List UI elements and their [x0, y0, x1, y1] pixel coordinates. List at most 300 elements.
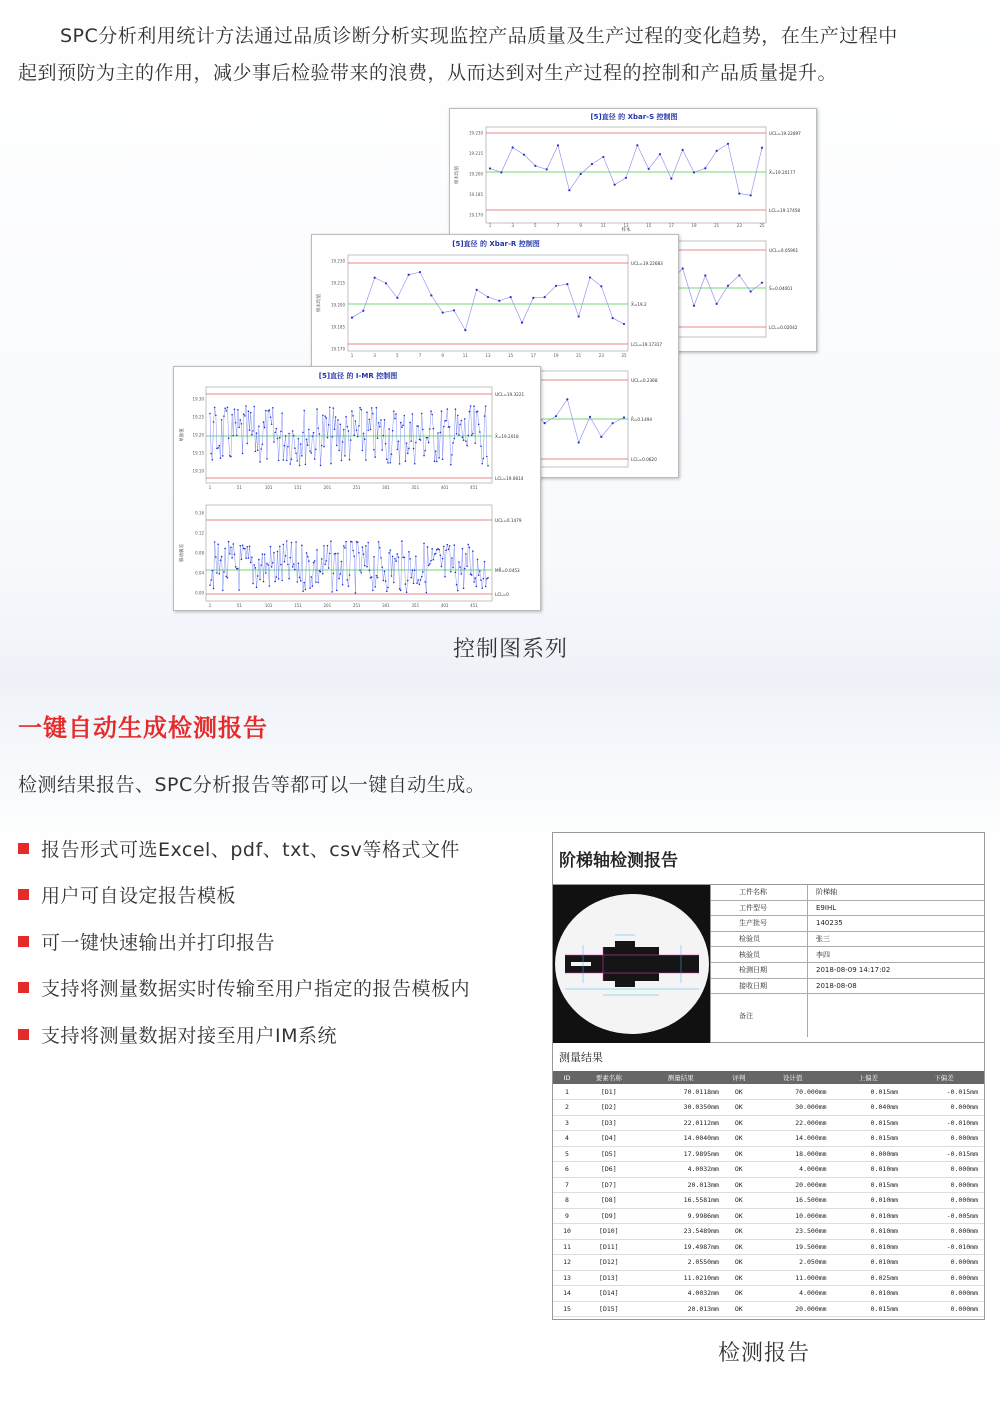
info-row: 工件名称 阶梯轴	[711, 885, 984, 901]
data-point	[469, 411, 471, 413]
data-point	[344, 455, 346, 457]
data-point	[376, 575, 378, 577]
x-tick-label: 25	[759, 223, 765, 228]
data-point	[438, 457, 440, 459]
data-point	[252, 430, 254, 432]
data-point	[269, 409, 271, 411]
data-point	[328, 424, 330, 426]
data-point	[336, 445, 338, 447]
data-point	[612, 422, 614, 424]
x-tick-label: 301	[382, 485, 390, 490]
data-point	[484, 561, 486, 563]
data-point	[391, 575, 393, 577]
data-point	[352, 550, 354, 552]
data-point	[600, 285, 602, 287]
data-point	[385, 580, 387, 582]
data-point	[352, 415, 354, 417]
data-point	[498, 300, 500, 302]
data-point	[329, 406, 331, 408]
data-point	[416, 582, 418, 584]
xbar-s-lcl: LCL=19.17458	[769, 208, 801, 213]
data-point	[366, 566, 368, 568]
data-point	[344, 547, 346, 549]
data-point	[473, 405, 475, 407]
data-point	[209, 584, 211, 586]
x-tick-label: 13	[623, 223, 629, 228]
data-point	[381, 566, 383, 568]
data-point	[210, 453, 212, 455]
data-point	[648, 168, 650, 170]
x-tick-label: 9	[579, 223, 582, 228]
x-tick-label: 3	[373, 353, 376, 358]
data-point	[463, 588, 465, 590]
data-point	[294, 569, 296, 571]
data-point	[270, 546, 272, 548]
info-row: 核验员 李四	[711, 947, 984, 963]
data-point	[365, 545, 367, 547]
data-point	[358, 425, 360, 427]
data-point	[406, 442, 408, 444]
x-tick-label: 15	[508, 353, 514, 358]
data-point	[373, 449, 375, 451]
data-point	[225, 576, 227, 578]
data-point	[259, 461, 261, 463]
shaft-image	[553, 885, 711, 1043]
data-point	[300, 443, 302, 445]
data-point	[248, 410, 250, 412]
data-point	[351, 316, 353, 318]
data-point	[284, 561, 286, 563]
data-point	[337, 553, 339, 555]
data-point	[421, 413, 423, 415]
xbar-s-cl: X̄=19.20177	[769, 170, 796, 175]
data-point	[277, 438, 279, 440]
data-point	[444, 576, 446, 578]
table-row: 9 [D9] 9.9986mm OK 10.000mm 0.010mm -0.005mm	[553, 1208, 984, 1224]
table-row: 11 [D11] 19.4987mm OK 19.500mm 0.010mm -0.010mm	[553, 1239, 984, 1255]
data-point	[265, 572, 267, 574]
data-point	[429, 563, 431, 565]
data-point	[409, 422, 411, 424]
data-point	[339, 424, 341, 426]
data-point	[424, 450, 426, 452]
data-point	[323, 446, 325, 448]
data-point	[343, 429, 345, 431]
measurement-title: 测量结果	[559, 1051, 603, 1064]
data-point	[458, 561, 460, 563]
xbar-s-s-ucl: UCL=0.05961	[769, 248, 799, 253]
data-point	[330, 463, 332, 465]
data-point	[331, 436, 333, 438]
data-point	[256, 587, 258, 589]
feature-item: 可一键快速输出并打印报告	[18, 918, 470, 965]
y-tick-label: 19.215	[331, 280, 345, 286]
data-point	[282, 459, 284, 461]
xbar-s-s-lcl: LCL=0.02042	[769, 325, 798, 330]
data-point	[484, 415, 486, 417]
data-point	[306, 438, 308, 440]
data-point	[457, 590, 459, 592]
data-point	[457, 415, 459, 417]
data-point	[309, 587, 311, 589]
data-point	[228, 541, 230, 543]
xbar-s-s-cl: S̄=0.04001	[769, 286, 793, 291]
data-point	[302, 432, 304, 434]
data-point	[430, 294, 432, 296]
data-point	[262, 553, 264, 555]
data-point	[250, 412, 252, 414]
data-point	[485, 586, 487, 588]
data-point	[363, 553, 365, 555]
data-point	[310, 576, 312, 578]
bullet-square-icon	[18, 889, 29, 900]
data-point	[219, 573, 221, 575]
data-point	[467, 435, 469, 437]
data-point	[451, 454, 453, 456]
data-point	[555, 285, 557, 287]
data-point	[430, 410, 432, 412]
x-tick-label: 23	[736, 223, 742, 228]
data-point	[383, 580, 385, 582]
data-point	[334, 429, 336, 431]
data-point	[446, 544, 448, 546]
data-point	[419, 584, 421, 586]
data-point	[370, 429, 372, 431]
data-point	[284, 445, 286, 447]
data-point	[272, 407, 274, 409]
data-point	[234, 408, 236, 410]
data-point	[313, 432, 315, 434]
data-point	[256, 432, 258, 434]
data-point	[452, 567, 454, 569]
data-point	[287, 446, 289, 448]
data-point	[460, 573, 462, 575]
data-point	[343, 545, 345, 547]
data-point	[400, 590, 402, 592]
data-point	[395, 560, 397, 562]
x-tick-label: 451	[470, 603, 478, 608]
xbar-r-r-lcl: LCL=0.0620	[631, 457, 657, 462]
data-point	[393, 410, 395, 412]
info-row: 接收日期 2018-08-08	[711, 979, 984, 995]
data-point	[510, 296, 512, 298]
data-point	[286, 460, 288, 462]
data-point	[214, 407, 216, 409]
data-point	[704, 274, 706, 276]
data-point	[232, 543, 234, 545]
y-tick-label: 0.04	[195, 570, 204, 576]
data-point	[280, 564, 282, 566]
data-point	[450, 464, 452, 466]
data-point	[419, 271, 421, 273]
data-point	[377, 577, 379, 579]
data-point	[291, 542, 293, 544]
data-point	[248, 557, 250, 559]
data-point	[380, 557, 382, 559]
data-point	[422, 429, 424, 431]
data-point	[367, 542, 369, 544]
data-point	[738, 274, 740, 276]
data-point	[402, 424, 404, 426]
data-point	[398, 556, 400, 558]
x-tick-label: 1	[208, 485, 212, 490]
data-point	[379, 547, 381, 549]
x-tick-label: 5	[396, 353, 399, 358]
data-point	[470, 405, 472, 407]
data-point	[453, 438, 455, 440]
data-point	[296, 460, 298, 462]
y-tick-label: 0.12	[195, 530, 204, 536]
data-point	[423, 455, 425, 457]
data-point	[399, 588, 401, 590]
data-point	[348, 585, 350, 587]
table-row: 8 [D8] 16.5581mm OK 16.500mm 0.010mm 0.000mm	[553, 1193, 984, 1209]
data-point	[231, 414, 233, 416]
data-point	[351, 410, 353, 412]
y-tick-label: 0.00	[195, 590, 204, 596]
data-point	[273, 441, 275, 443]
data-point	[459, 424, 461, 426]
data-point	[414, 463, 416, 465]
x-tick-label: 401	[440, 485, 449, 490]
feature-item: 支持将测量数据实时传输至用户指定的报告模板内	[18, 965, 470, 1012]
data-point	[396, 297, 398, 299]
data-point	[423, 542, 425, 544]
x-tick-label: 101	[264, 485, 273, 490]
y-tick-label: 19.230	[331, 258, 345, 264]
data-point	[374, 456, 376, 458]
data-point	[289, 463, 291, 465]
data-point	[376, 407, 378, 409]
table-row: 5 [D5] 17.9895mm OK 18.000mm 0.000mm -0.015mm	[553, 1146, 984, 1162]
x-tick-label: 401	[440, 603, 449, 608]
data-point	[682, 267, 684, 269]
x-tick-label: 251	[352, 485, 361, 490]
table-row: 7 [D7] 20.013mm OK 20.000mm 0.015mm 0.000mm	[553, 1177, 984, 1193]
data-point	[544, 422, 546, 424]
data-point	[433, 428, 435, 430]
data-point	[353, 556, 355, 558]
data-point	[282, 544, 284, 546]
data-point	[407, 580, 409, 582]
data-point	[407, 453, 409, 455]
data-point	[209, 413, 211, 415]
table-row: 10 [D10] 23.5489mm OK 23.500mm 0.010mm 0.000mm	[553, 1224, 984, 1240]
data-point	[395, 413, 397, 415]
xbar-r-cl: X̄=19.2	[631, 302, 647, 307]
data-point	[479, 431, 481, 433]
data-point	[435, 450, 437, 452]
data-point	[292, 430, 294, 432]
imr-mr-cl: MR̄=0.0453	[495, 568, 520, 573]
data-point	[727, 285, 729, 287]
xbar-s-xlabel: 样本	[621, 228, 631, 233]
data-point	[260, 448, 262, 450]
data-point	[487, 465, 489, 467]
data-point	[364, 438, 366, 440]
data-point	[245, 557, 247, 559]
data-point	[442, 458, 444, 460]
data-point	[400, 422, 402, 424]
data-point	[580, 173, 582, 175]
data-point	[236, 434, 238, 436]
y-tick-label: 19.20	[192, 432, 204, 438]
data-point	[258, 559, 260, 561]
data-point	[431, 548, 433, 550]
data-point	[478, 574, 480, 576]
data-point	[250, 562, 252, 564]
data-point	[614, 184, 616, 186]
data-point	[750, 194, 752, 196]
data-point	[405, 583, 407, 585]
data-point	[363, 433, 365, 435]
data-point	[221, 419, 223, 421]
data-point	[408, 274, 410, 276]
data-point	[298, 562, 300, 564]
data-point	[412, 413, 414, 415]
data-point	[280, 430, 282, 432]
data-point	[386, 458, 388, 460]
data-point	[362, 546, 364, 548]
bullet-square-icon	[18, 936, 29, 947]
data-point	[299, 577, 301, 579]
y-tick-label: 0.08	[195, 550, 204, 556]
data-point	[512, 146, 514, 148]
feature-item: 用户可自设定报告模板	[18, 872, 470, 919]
data-point	[286, 540, 288, 542]
data-point	[446, 408, 448, 410]
data-point	[464, 329, 466, 331]
charts-caption: 控制图系列	[453, 637, 569, 662]
data-point	[249, 546, 251, 548]
data-point	[221, 556, 223, 558]
data-point	[227, 406, 229, 408]
y-tick-label: 19.185	[331, 324, 345, 330]
data-point	[456, 433, 458, 435]
data-point	[327, 437, 329, 439]
x-tick-label: 151	[294, 485, 302, 490]
x-tick-label: 23	[598, 353, 604, 358]
data-point	[255, 567, 257, 569]
data-point	[315, 449, 317, 451]
data-point	[600, 436, 602, 438]
data-point	[349, 574, 351, 576]
table-row: 12 [D12] 2.0550mm OK 2.050mm 0.010mm 0.000mm	[553, 1255, 984, 1271]
data-point	[521, 322, 523, 324]
data-point	[234, 554, 236, 556]
table-row: 15 [D15] 20.013mm OK 20.000mm 0.015mm 0.000mm	[553, 1301, 984, 1317]
xbar-s-title: [5]直径 的 Xbar-S 控制图	[590, 113, 678, 121]
data-point	[450, 571, 452, 573]
data-point	[442, 558, 444, 560]
data-point	[440, 432, 442, 434]
data-point	[316, 408, 318, 410]
y-tick-label: 0.16	[195, 510, 204, 516]
x-tick-label: 21	[576, 353, 582, 358]
data-point	[467, 544, 469, 546]
data-point	[602, 156, 604, 158]
section-description: 检测结果报告、SPC分析报告等都可以一键自动生成。	[18, 774, 486, 796]
table-row: 13 [D13] 11.0210mm OK 11.000mm 0.025mm 0.000mm	[553, 1270, 984, 1286]
data-point	[486, 456, 488, 458]
data-point	[374, 277, 376, 279]
data-point	[262, 444, 264, 446]
table-row: 3 [D3] 22.0112mm OK 22.000mm 0.015mm -0.010mm	[553, 1115, 984, 1131]
data-point	[296, 581, 298, 583]
data-point	[217, 447, 219, 449]
y-tick-label: 19.30	[192, 396, 204, 402]
data-point	[322, 573, 324, 575]
data-point	[378, 541, 380, 543]
data-point	[364, 565, 366, 567]
xbar-r-lcl: LCL=19.17317	[631, 342, 663, 347]
data-point	[331, 591, 333, 593]
data-point	[410, 577, 412, 579]
data-point	[295, 541, 297, 543]
data-point	[659, 153, 661, 155]
data-point	[312, 585, 314, 587]
data-point	[215, 556, 217, 558]
x-tick-label: 101	[264, 603, 273, 608]
x-tick-label: 11	[462, 353, 468, 358]
data-point	[371, 576, 373, 578]
data-point	[693, 171, 695, 173]
data-point	[369, 419, 371, 421]
data-point	[412, 569, 414, 571]
data-point	[341, 460, 343, 462]
feature-item: 支持将测量数据对接至用户IM系统	[18, 1011, 470, 1058]
y-tick-label: 19.170	[331, 346, 345, 352]
data-point	[317, 427, 319, 429]
data-point	[271, 566, 273, 568]
data-point	[322, 414, 324, 416]
data-point	[276, 576, 278, 578]
measurement-table	[553, 1071, 984, 1317]
data-point	[242, 453, 244, 455]
data-point	[332, 407, 334, 409]
table-row: 2 [D2] 30.0350mm OK 30.000mm 0.040mm 0.000mm	[553, 1100, 984, 1116]
data-point	[345, 541, 347, 543]
intro-paragraph	[18, 18, 984, 92]
data-point	[350, 439, 352, 441]
data-point	[230, 547, 232, 549]
data-point	[453, 309, 455, 311]
report-caption: 检测报告	[718, 1341, 811, 1366]
data-point	[623, 416, 625, 418]
data-point	[428, 565, 430, 567]
data-point	[480, 579, 482, 581]
data-point	[487, 296, 489, 298]
data-point	[294, 447, 296, 449]
data-point	[481, 463, 483, 465]
data-point	[392, 556, 394, 558]
data-point	[307, 444, 309, 446]
y-tick-label: 19.185	[469, 192, 483, 197]
data-point	[393, 582, 395, 584]
data-point	[356, 429, 358, 431]
data-point	[298, 438, 300, 440]
data-point	[471, 434, 473, 436]
data-point	[264, 553, 266, 555]
data-point	[408, 448, 410, 450]
data-point	[252, 583, 254, 585]
data-point	[257, 450, 259, 452]
data-point	[449, 426, 451, 428]
data-point	[324, 415, 326, 417]
data-point	[489, 167, 491, 169]
table-row: 6 [D6] 4.0032mm OK 4.000mm 0.010mm 0.000mm	[553, 1162, 984, 1178]
data-point	[338, 450, 340, 452]
